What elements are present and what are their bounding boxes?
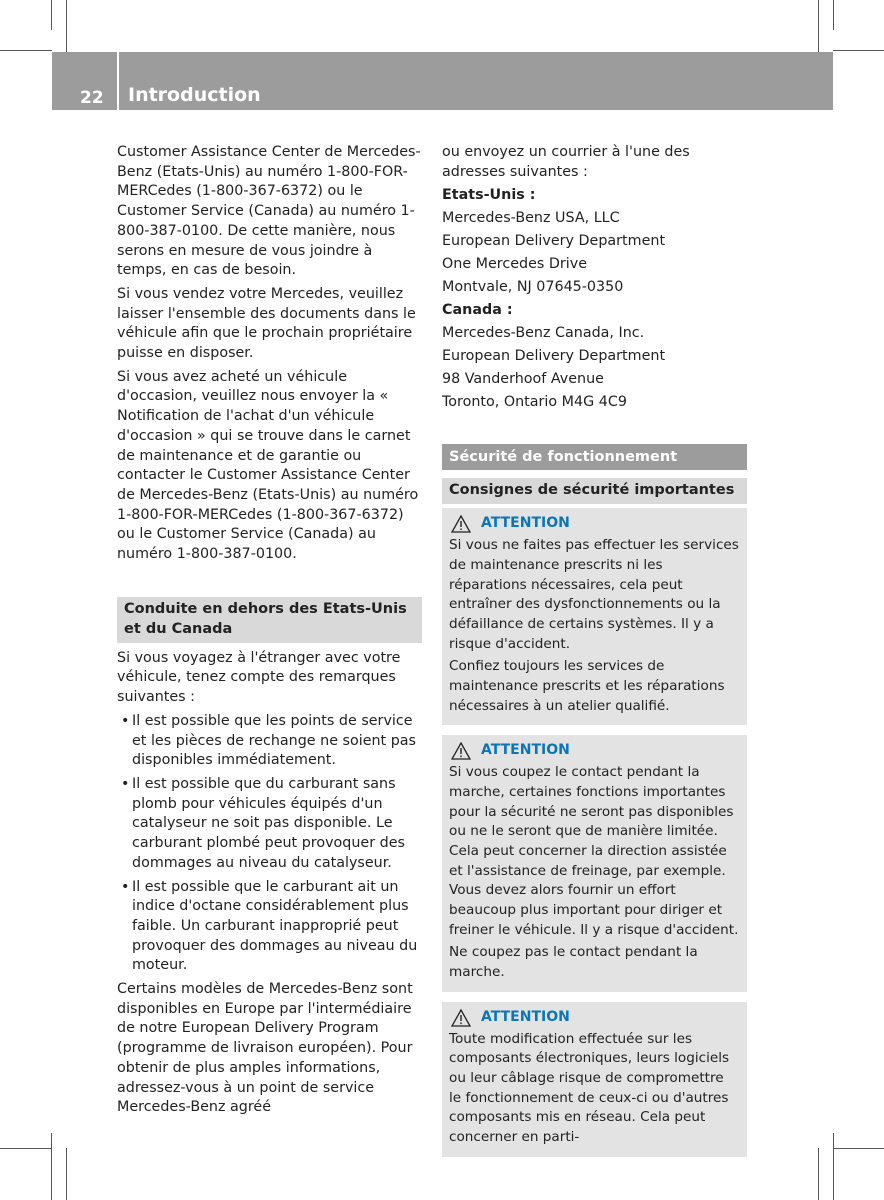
address-line: One Mercedes Drive [442,256,587,273]
warning-text: Confiez toujours les services de maintenance prescrits et les réparations nécessaires à un atelier qualifié. [449,658,725,714]
subsection-heading: Consignes de sécurité importantes [442,478,747,504]
paragraph: Si vous avez acheté un véhicule d'occasion, veuillez nous envoyer la « Notification de l'achat d'un véhicule d'occasion » qui se trouve dans le carnet de maintenance et de garantie ou contacter le Customer Assistance Center de Mercedes-Benz (Etats-Unis) au numéro 1-800-FOR-MERCedes (1-800-367-6372) ou le Customer Service (Canada) au numéro 1-800-387-0100. [117,368,419,563]
header-divider [117,52,119,110]
page-title: Introduction [128,84,261,106]
crop-mark [51,1133,52,1200]
address-line: Mercedes-Benz USA, LLC [442,210,620,227]
address-label: Canada : [442,302,513,319]
paragraph: Si vous voyagez à l'étranger avec votre véhicule, tenez compte des remarques suivantes : [117,649,401,706]
crop-mark [51,0,52,30]
crop-mark [66,0,67,52]
warning-text: Si vous coupez le contact pendant la marche, certaines fonctions importantes pour la sécurité ne seront pas disponibles ou ne le seront que de manière limitée. Cela peut concerner la direction assistée et l'assistance de freinage, par exemple. Vous devez alors fournir un effort beaucoup plus important pour diriger et freiner le véhicule. Il y a risque d'accident. [449,764,739,938]
warning-box [442,1002,747,1157]
page-number: 22 [80,88,104,108]
warning-text: Ne coupez pas le contact pendant la marche. [449,944,698,981]
crop-mark [0,1148,52,1149]
address-line: 98 Vanderhoof Avenue [442,371,604,388]
warning-text: Toute modification effectuée sur les composants électroniques, leurs logiciels ou leur câblage risque de compromettre le fonctionnement de ceux-ci ou d'autres composants mis en réseau. Cela peut concerner en parti- [449,1030,730,1146]
warning-label: ATTENTION [481,515,570,532]
warning-label: ATTENTION [481,742,570,759]
address-block-canada [442,301,747,413]
warning-triangle-icon [451,1009,471,1027]
address-line: Montvale, NJ 07645-0350 [442,279,624,296]
paragraph: Customer Assistance Center de Mercedes-Benz (Etats-Unis) au numéro 1-800-FOR-MERCedes (1-800-367-6372) ou le Customer Service (Canada) au numéro 1-800-387-0100. De cette manière, nous serons en mesure de vous joindre à temps, en cas de besoin. [117,144,421,279]
crop-mark [0,50,52,51]
paragraph: Certains modèles de Mercedes-Benz sont disponibles en Europe par l'intermédiaire de notre European Delivery Program (programme de livraison européen). Pour obtenir de plus amples informations, adressez-vous à un point de service Mercedes-Benz agréé [117,981,413,1116]
list-item: • Il est possible que du carburant sans plomb pour véhicules équipés d'un catalyseur ne soit pas disponible. Le carburant plombé peut provoquer des dommages au niveau du catalyseur. [117,775,422,874]
paragraph: Si vous vendez votre Mercedes, veuillez laisser l'ensemble des documents dans le véhicule afin que le prochain propriétaire puisse en disposer. [117,285,416,362]
warning-text: Si vous ne faites pas effectuer les services de maintenance prescrits ni les réparations nécessaires, cela peut entraîner des dysfonctionnements ou la défaillance de certains systèmes. Il y a risque d'accident. [449,537,739,652]
list-item: • Il est possible que le carburant ait un indice d'octane considérablement plus faible. Un carburant inapproprié peut provoquer des dommages au niveau du moteur. [117,878,422,977]
crop-mark [833,50,884,51]
address-block-us [442,186,747,298]
crop-mark [833,1148,884,1149]
warning-heading [449,741,740,761]
section-heading: Conduite en dehors des Etats-Unis et du Canada [117,597,422,643]
crop-mark [833,0,834,30]
address-line: Toronto, Ontario M4G 4C9 [442,394,627,411]
crop-mark [818,0,819,52]
bullet-list [117,712,422,976]
warning-box [442,508,747,725]
warning-label: ATTENTION [481,1008,570,1025]
warning-triangle-icon [451,515,471,533]
address-label: Etats-Unis : [442,187,536,204]
right-column [442,143,747,1157]
crop-mark [818,1148,819,1200]
address-line: European Delivery Department [442,348,666,365]
address-line: Mercedes-Benz Canada, Inc. [442,325,645,342]
warning-heading [449,1008,740,1028]
list-item: • Il est possible que les points de service et les pièces de rechange ne soient pas disponibles immédiatement. [117,712,422,771]
warning-triangle-icon [451,742,471,760]
warning-box [442,735,747,991]
paragraph: ou envoyez un courrier à l'une des adresses suivantes : [442,144,690,180]
crop-mark [66,1148,67,1200]
crop-mark [833,1133,834,1200]
left-column [117,143,422,1122]
address-line: European Delivery Department [442,233,666,250]
warning-heading [449,514,740,534]
section-heading: Sécurité de fonctionnement [442,444,747,470]
